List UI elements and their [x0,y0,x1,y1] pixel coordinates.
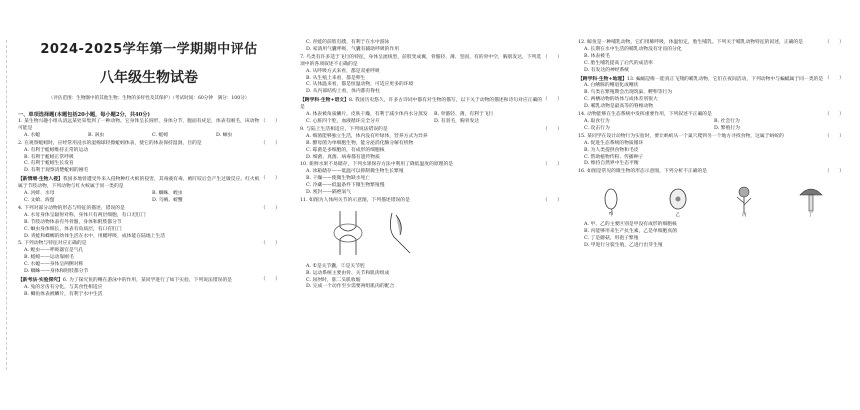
joint-capsule [334,224,362,242]
option: D. 维持自然界中生态平衡 [584,161,639,167]
microbe-label: 乙 [675,213,681,219]
option: D. 青蛙和蝾螈的幼体生活在水中，用鳃呼吸，成体能在陆地上生活 [24,233,166,239]
option: A. 体表被角质鳞片，皮肤干燥，有利于减少体内水分蒸发 [306,112,428,118]
question-text: 6. 为了探究鱼的鳍在游泳中的作用，某同学进行了如下实验，下列说法错误的是 [62,277,233,283]
microbe-mushroom [798,183,824,220]
option: B. 从生殖上来看，都是卵生 [306,75,366,81]
question-item [300,127,562,162]
question-stem [300,97,562,112]
option: D. 细菌、真菌、病毒都有遗传物质 [306,154,380,160]
option: D. 从内部结构上看，体内都有脊柱 [306,89,380,95]
question-stem [578,134,844,141]
answer-bracket: （ ） [542,126,562,132]
joint-lower-bone [340,235,356,255]
joint-upper-bone [340,211,356,231]
answer-bracket: （ ） [260,205,280,211]
answer-bracket: （ ） [542,97,562,103]
option: D. 蛔虫 [216,132,233,138]
question-tag: 【跨学科·生物+语文】 [300,97,349,104]
answer-bracket: （ ） [824,112,844,118]
option: C. 心脏四个腔，血液循环完全分开 [306,118,380,124]
question-item [578,112,844,133]
question-list [18,119,280,299]
question-text: 1. 某生物兴趣小组从清远某处采集到了一种动物。它身体呈长圆形，身体分节，腹面有疣足，体表有刚毛，该动物可能是 [18,119,260,131]
answer-bracket: （ ） [542,197,562,203]
option: D. 乌贼、螃蟹 [152,197,183,203]
option: A. 从呼吸方式来看，都是双重呼吸 [306,68,380,74]
option: A. 细菌能够独立生活，体内没有叶绿体，营养方式为异养 [306,133,428,139]
binding-line [6,40,7,370]
option: A. 白鳍豚的鳍退化成鳍状 [584,83,639,89]
option: B. 鸟类在繁殖期会出现筑巢、孵卵等行为 [584,90,673,96]
option: D. 蜘蛛——身体和附肢都分节 [24,269,89,275]
option: A. 蝗虫——呼吸器官是气孔 [24,248,84,254]
option: C. 文蛤、海蜇 [24,197,55,203]
option: B. 有利于蚯蚓正常呼吸 [24,154,74,160]
question-text: 5. 下列动物与特征对应正确的是 [18,241,87,247]
option: A. 水螅 [24,132,41,138]
column-3 [578,0,844,410]
exam-subtitle: （评估范围：生物圈中的其他生物；生物的多样性及其保护）（考试时间：60分钟 满分：100分） [48,96,250,101]
option: B. 酵母菌为单细胞生物，能分泌消化酶分解有机物 [306,140,414,146]
option: C. 水螅——身体呈两侧对称 [24,262,84,268]
question-item [300,198,562,291]
question-text: 7. 鸟类有许多适于飞行的特征，身体呈流线型，前肢变成翼，骨骼轻、薄、坚固，有的骨中空，胸肌发达，下列选项中的各项叙述不正确的是 [300,54,542,67]
question-text: 8. 我国历史悠久，许多古诗词中都有对生物的描写，以下关于动物的描述和诗句对应正确的是 [300,98,543,111]
column-1 [18,0,280,410]
option: A. 河蚌、水母 [24,191,55,197]
option: D. 繁殖行为 [714,125,740,131]
answer-bracket: （ ） [824,133,844,139]
option: B. 蚯蚓——运动靠刚毛 [24,255,74,261]
option: A. 水母身体呈辐射对称，身体只有两层细胞，有口无肛门 [24,212,146,218]
option: C. 从体温来看，都是恒温动物，可适应更多的环境 [306,82,414,88]
option: D. 有利于观察清楚蚯蚓的刚毛 [24,168,89,174]
option: D. 有发达的神经系统 [584,67,630,73]
question-item [300,97,562,126]
yeast-icon [665,183,691,213]
question-stem [18,141,280,148]
microbe-bacterium [598,183,624,220]
option: C. 蛔虫身体细长，体表有角质层，有口有肛门 [24,226,122,232]
question-text: 11. 如图为人体两关节的示意图，下列描述错误的是 [300,197,410,203]
question-item [300,40,562,54]
question-item [18,119,280,140]
question-list [578,40,844,250]
option: B. 鲫鱼体表被鳞片，有利于水中生活 [24,291,103,297]
column-2 [300,0,562,410]
option: B. 为人类提供食物和毛皮 [584,147,639,153]
answer-bracket: （ ） [260,140,280,146]
biceps-muscle [396,215,401,235]
option: B. 涡虫 [88,132,105,138]
option: D. 哺乳动物是最高等的脊椎动物 [584,104,654,110]
option: C. 冷藏——低温条件下微生物繁殖慢 [306,183,385,189]
answer-bracket: （ ） [260,119,280,124]
option: B. 节肢动物体表有外骨骼，身体和附肢都分节 [24,219,122,225]
answer-bracket: （ ） [542,162,562,168]
answer-bracket: （ ） [260,176,280,182]
option: C. 有利于蚯蚓生长发育 [24,161,74,167]
option: B. 蜘蛛、蝗虫 [152,191,183,197]
option: D. 密封——隔绝氧气 [306,190,352,196]
answer-bracket: （ ） [542,54,562,60]
question-tag: 【跨学科·生物+地理】 [578,75,627,82]
joint-diagram [330,209,430,257]
question-text: 15. 某同学在设计动物行为实验时，要让蚂蚁从一个巢穴爬到另一个地方寻找食物，这属于蚂蚁的 [578,133,784,139]
option: C. 蚯蚓 [152,132,169,138]
option: A. 取食行为 [584,118,610,124]
question-stem [300,198,562,205]
option: A. 甲、乙的主要区别是甲没有成形的细胞核 [584,222,677,228]
option: A. 兔的牙齿有分化，与其食性相适应 [24,284,103,290]
option: A. ①是关节囊，②是关节腔 [306,263,365,269]
question-text: 2. 在观察蚯蚓时，应经常用浸水的湿棉球轻擦蚯蚓体表，使它的体表保持湿润，目的是 [18,140,202,146]
question-text: 9. 与陆上生活相适应，下列说法错误的是 [300,126,388,132]
question-stem [18,277,280,285]
option: C. 屈肘时，肱二头肌收缩 [306,277,361,283]
question-item [18,141,280,176]
answer-bracket: （ ） [260,241,280,247]
exam-subject-title: 八年级生物试卷 [100,70,198,86]
answer-bracket: （ ） [824,75,844,81]
question-list [300,40,562,291]
question-stem [18,119,280,133]
option: C. 胎生哺乳提高了后代的成活率 [584,60,653,66]
microbe-label: 丙 [741,213,747,219]
question-text: 13. 蝙蝠是唯一能真正飞翔的哺乳动物，它们在夜间活动，下列动物中与蝙蝠属于同一类的是 [626,76,824,82]
question-stem [300,55,562,69]
question-item [18,176,280,205]
question-stem [578,112,844,119]
question-item [578,40,844,75]
question-text: 10. 新鲜水果不易储存，下列水果保存方法中利用了降低温度的原理的是 [300,162,454,168]
options-grid [18,191,280,205]
option: C. 帮助植物传粉、传播种子 [584,154,644,160]
microbe-yeast [665,183,691,220]
option: C. 攻击行为 [584,125,610,131]
question-text: 12. 鲸鱼是一种哺乳动物，它们用肺呼吸，体温恒定，胎生哺乳。下列关于哺乳动物特征的叙述，正确的是 [578,40,804,45]
microbe-label: 丁 [808,213,814,219]
question-stem [300,127,562,134]
mold-icon [731,183,757,213]
option: D. 完成一个动作至少需要两组肌肉的配合 [306,284,395,290]
option: C. 青蛙的前肢有蹼，有利于在水中游泳 [306,40,390,45]
question-item [578,169,844,250]
question-stem [578,40,844,47]
option: D. 甲进行分裂生殖，乙进行出芽生殖 [584,242,663,248]
option: B. 丙能够用来生产抗生素，乙是单细胞真菌 [584,229,677,235]
bacterium-icon [598,183,624,213]
option: C. 两栖动物的幼体与成体差别很大 [584,97,658,103]
microbe-mold [731,183,757,220]
question-text: 14. 动物能够在生态系统中发挥重要作用，下列叙述不正确的是 [578,112,712,118]
microbe-label: 甲 [608,213,614,219]
question-stem [18,206,280,213]
question-item [18,241,280,276]
question-item [578,76,844,112]
option: D. 家鸽用气囊呼吸，气囊有辅助呼吸的作用 [306,46,400,52]
option: A. 长期在水中生活的哺乳动物没有牙齿的分化 [584,46,682,52]
option: C. 霉菌是多细胞的，有成形的细胞核 [306,147,385,153]
option: B. 社会行为 [714,118,740,124]
question-item [300,55,562,96]
question-text: 我国多地曾遭受外来入侵物种红火蚁的侵害，其毒液有毒，被叮咬后会产生过敏反应。红火蚁属于节肢动物，下列动物与红火蚁属于同一类的是 [18,177,260,190]
question-text: 16. 如图是常见的微生物的形态示意图，下列分析不正确的是 [578,169,708,175]
option: A. 有利于蚯蚓维持正常的运动 [24,147,89,153]
option: B. 运动系统主要由骨、关节和肌肉组成 [306,270,390,276]
option: A. 冰箱储存——低温可以抑制微生物生长繁殖 [306,169,404,175]
section-heading: 一、单项选择题(本题包括20小题，每小题2分，共40分) [18,112,150,118]
option: B. 骨骼轻、薄，有利于飞行 [434,112,494,118]
options-row [18,133,280,140]
option: D. 有羽毛，胸骨发达 [434,118,480,124]
options-grid [578,119,844,133]
question-item [18,277,280,299]
options-grid [300,112,562,126]
answer-bracket: （ ） [260,276,280,282]
option: A. 促进生态系统的物质循环 [584,140,644,146]
question-item [578,134,844,169]
answer-bracket: （ ） [824,169,844,175]
question-text: 4. 下列对部分动物的形态与特征的描述，错误的是 [18,205,125,211]
question-item [300,162,562,197]
option: B. 体表被毛 [584,53,610,59]
exam-title: 2024-2025学年第一学期期中评估 [40,42,258,57]
option: C. 丁是蘑菇，用孢子繁殖 [584,236,639,242]
question-stem [18,176,280,191]
question-tag: 【新情境·生物入侵】 [18,176,63,183]
question-item [18,206,280,241]
question-tag: 【新考法·实验探究】 [18,276,63,283]
microbe-figure [578,180,844,220]
option: B. 干燥——使微生物缺水死亡 [306,176,371,182]
question-stem [578,169,844,176]
mushroom-icon [798,183,824,213]
answer-bracket: （ ） [824,40,844,45]
